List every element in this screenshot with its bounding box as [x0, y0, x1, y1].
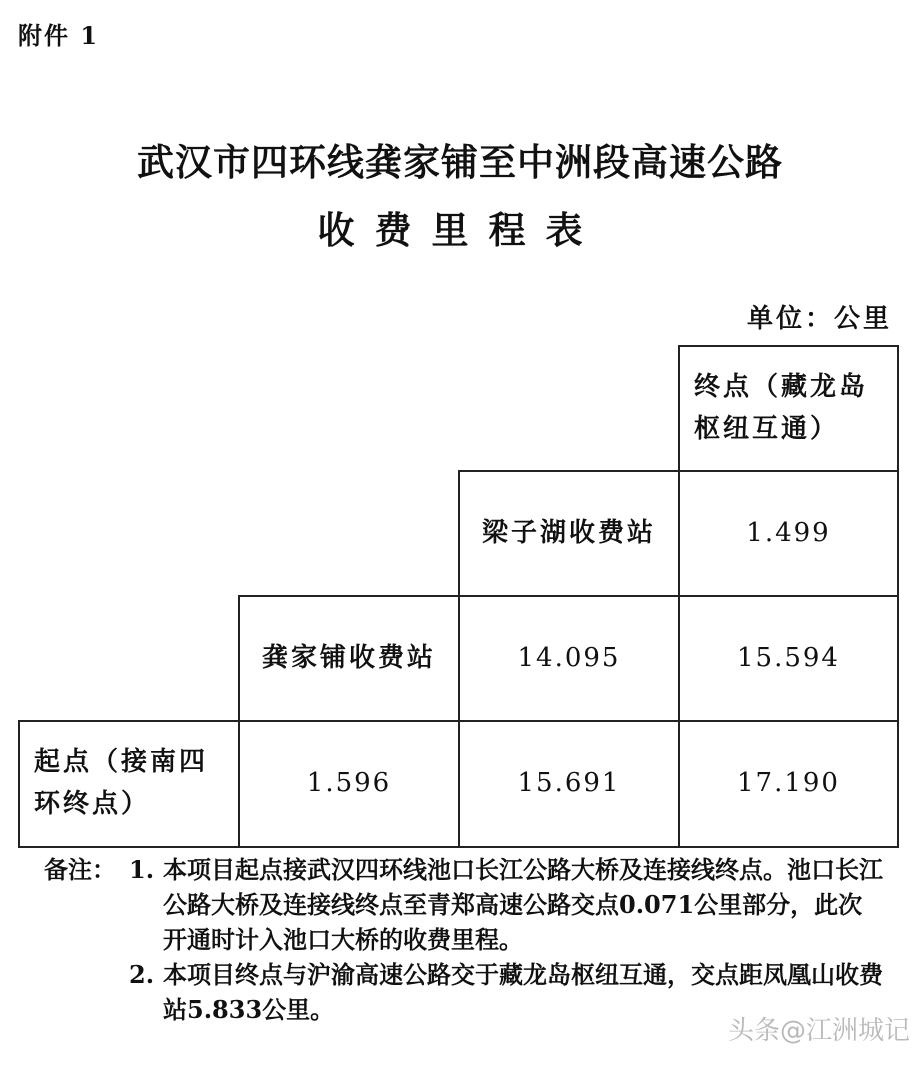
notes-label: 备注： — [44, 855, 116, 884]
distance-cell: 1.499 — [678, 470, 899, 597]
note-text: 本项目起点接武汉四环线池口长江公路大桥及连接线终点。池口长江公路大桥及连接线终点至青郑高速公路交点0.071公里部分，此次开通时计入池口大桥的收费里程。 — [163, 855, 883, 954]
notes — [44, 852, 884, 1027]
document-title: 武汉市四环线龚家铺至中洲段高速公路 — [137, 140, 783, 184]
distance-cell: 14.095 — [458, 595, 680, 722]
distance-cell: 15.594 — [678, 595, 899, 722]
document-subtitle: 收费里程表 — [317, 208, 603, 252]
unit-label: 单位：公里 — [746, 304, 892, 334]
distance-cell: 1.596 — [238, 720, 460, 848]
station-gongjiapu-header: 龚家铺收费站 — [238, 595, 460, 722]
note-index: 1. — [129, 855, 155, 884]
note-index: 2. — [129, 960, 155, 989]
distance-cell: 15.691 — [458, 720, 680, 848]
station-end-header: 终点（藏龙岛枢纽互通） — [678, 345, 899, 472]
note-text: 本项目终点与沪渝高速公路交于藏龙岛枢纽互通，交点距凤凰山收费站5.833公里。 — [163, 960, 883, 1024]
station-start-header: 起点（接南四环终点） — [18, 720, 240, 848]
attachment-label: 附件 1 — [18, 21, 100, 50]
distance-cell: 17.190 — [678, 720, 899, 848]
note-item — [129, 852, 884, 957]
station-liangzihu-header: 梁子湖收费站 — [458, 470, 680, 597]
watermark: 头条@江洲城记 — [728, 1016, 911, 1046]
